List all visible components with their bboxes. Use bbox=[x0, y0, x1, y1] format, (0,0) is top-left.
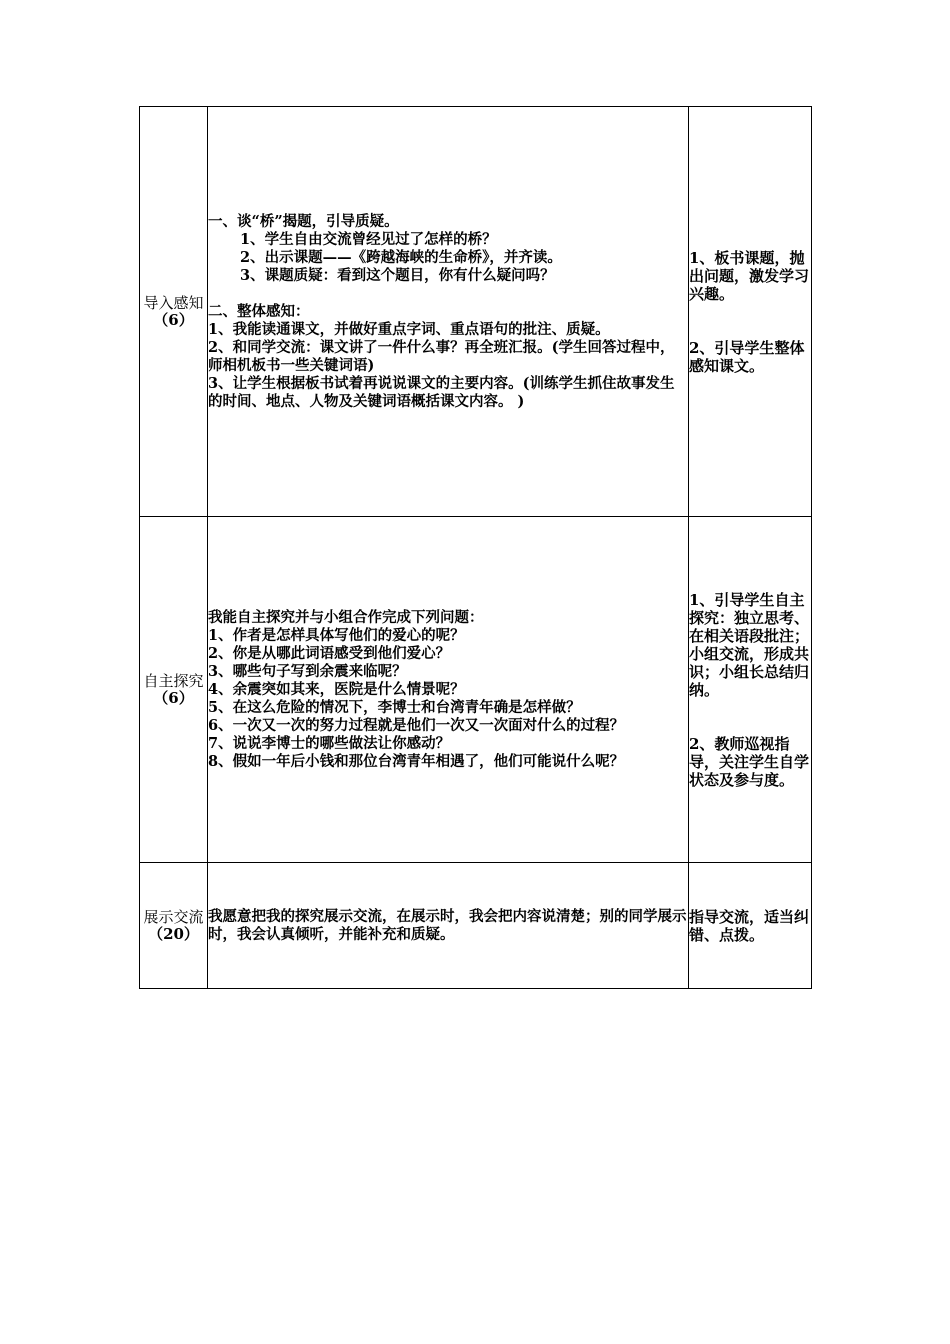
stage-cell bbox=[140, 107, 208, 517]
stage-cell bbox=[140, 863, 208, 989]
table-row bbox=[140, 107, 812, 517]
section-heading: 我能自主探究并与小组合作完成下列问题： bbox=[208, 608, 484, 626]
table-row bbox=[140, 863, 812, 989]
content-cell bbox=[208, 517, 689, 863]
list-item: 7、说说李博士的哪些做法让你感动？ bbox=[208, 734, 451, 752]
stage-cell bbox=[140, 517, 208, 863]
list-item: 1、学生自由交流曾经见过了怎样的桥？ bbox=[240, 230, 497, 248]
teaching-note: 2、引导学生整体感知课文。 bbox=[689, 338, 805, 375]
list-item: 3、哪些句子写到余震来临呢？ bbox=[208, 662, 407, 680]
stage-minutes: （20） bbox=[148, 924, 199, 943]
list-item: 5、在这么危险的情况下，李博士和台湾青年确是怎样做？ bbox=[208, 698, 581, 716]
section-heading: 二、整体感知： bbox=[208, 302, 310, 320]
content-cell bbox=[208, 107, 689, 517]
list-item: 3、让学生根据板书试着再说说课文的主要内容。(训练学生抓住故事发生的时间、地点、人物及关键词语概括课文内容。 ) bbox=[208, 374, 675, 410]
note-cell bbox=[689, 107, 812, 517]
list-item: 3、课题质疑：看到这个题目，你有什么疑问吗？ bbox=[240, 266, 555, 284]
stage-minutes: （6） bbox=[153, 310, 194, 329]
list-item: 8、假如一年后小钱和那位台湾青年相遇了，他们可能说什么呢？ bbox=[208, 752, 625, 770]
list-item: 1、我能读通课文，并做好重点字词、重点语句的批注、质疑。 bbox=[208, 320, 610, 338]
teaching-note: 指导交流，适当纠错、点拨。 bbox=[689, 907, 810, 944]
table-row bbox=[140, 517, 812, 863]
content-cell bbox=[208, 863, 689, 989]
content-text: 我愿意把我的探究展示交流，在展示时，我会把内容说清楚；别的同学展示时，我会认真倾听，并能补充和质疑。 bbox=[208, 907, 687, 943]
stage-name: 展示交流 bbox=[143, 907, 204, 926]
stage-name: 自主探究 bbox=[143, 671, 204, 690]
list-item: 1、作者是怎样具体写他们的爱心的呢？ bbox=[208, 626, 465, 644]
stage-minutes: （6） bbox=[153, 688, 194, 707]
list-item: 2、出示课题——《跨越海峡的生命桥》，并齐读。 bbox=[240, 248, 562, 266]
list-item: 2、和同学交流：课文讲了一件什么事？再全班汇报。(学生回答过程中，师相机板书一些关键词语) bbox=[208, 338, 675, 374]
stage-name: 导入感知 bbox=[143, 293, 204, 312]
note-cell bbox=[689, 863, 812, 989]
teaching-note: 1、引导学生自主探究：独立思考、在相关语段批注；小组交流，形成共识；小组长总结归纳。 bbox=[689, 590, 810, 699]
section-heading: 一、谈“桥”揭题，引导质疑。 bbox=[208, 212, 399, 230]
list-item: 4、余震突如其来，医院是什么情景呢？ bbox=[208, 680, 465, 698]
teaching-note: 2、教师巡视指导，关注学生自学状态及参与度。 bbox=[689, 734, 810, 789]
note-cell bbox=[689, 517, 812, 863]
lesson-plan-table bbox=[139, 106, 812, 989]
list-item: 6、一次又一次的努力过程就是他们一次又一次面对什么的过程？ bbox=[208, 716, 625, 734]
list-item: 2、你是从哪此词语感受到他们爱心？ bbox=[208, 644, 451, 662]
teaching-note: 1、板书课题，抛出问题，激发学习兴趣。 bbox=[689, 248, 810, 303]
